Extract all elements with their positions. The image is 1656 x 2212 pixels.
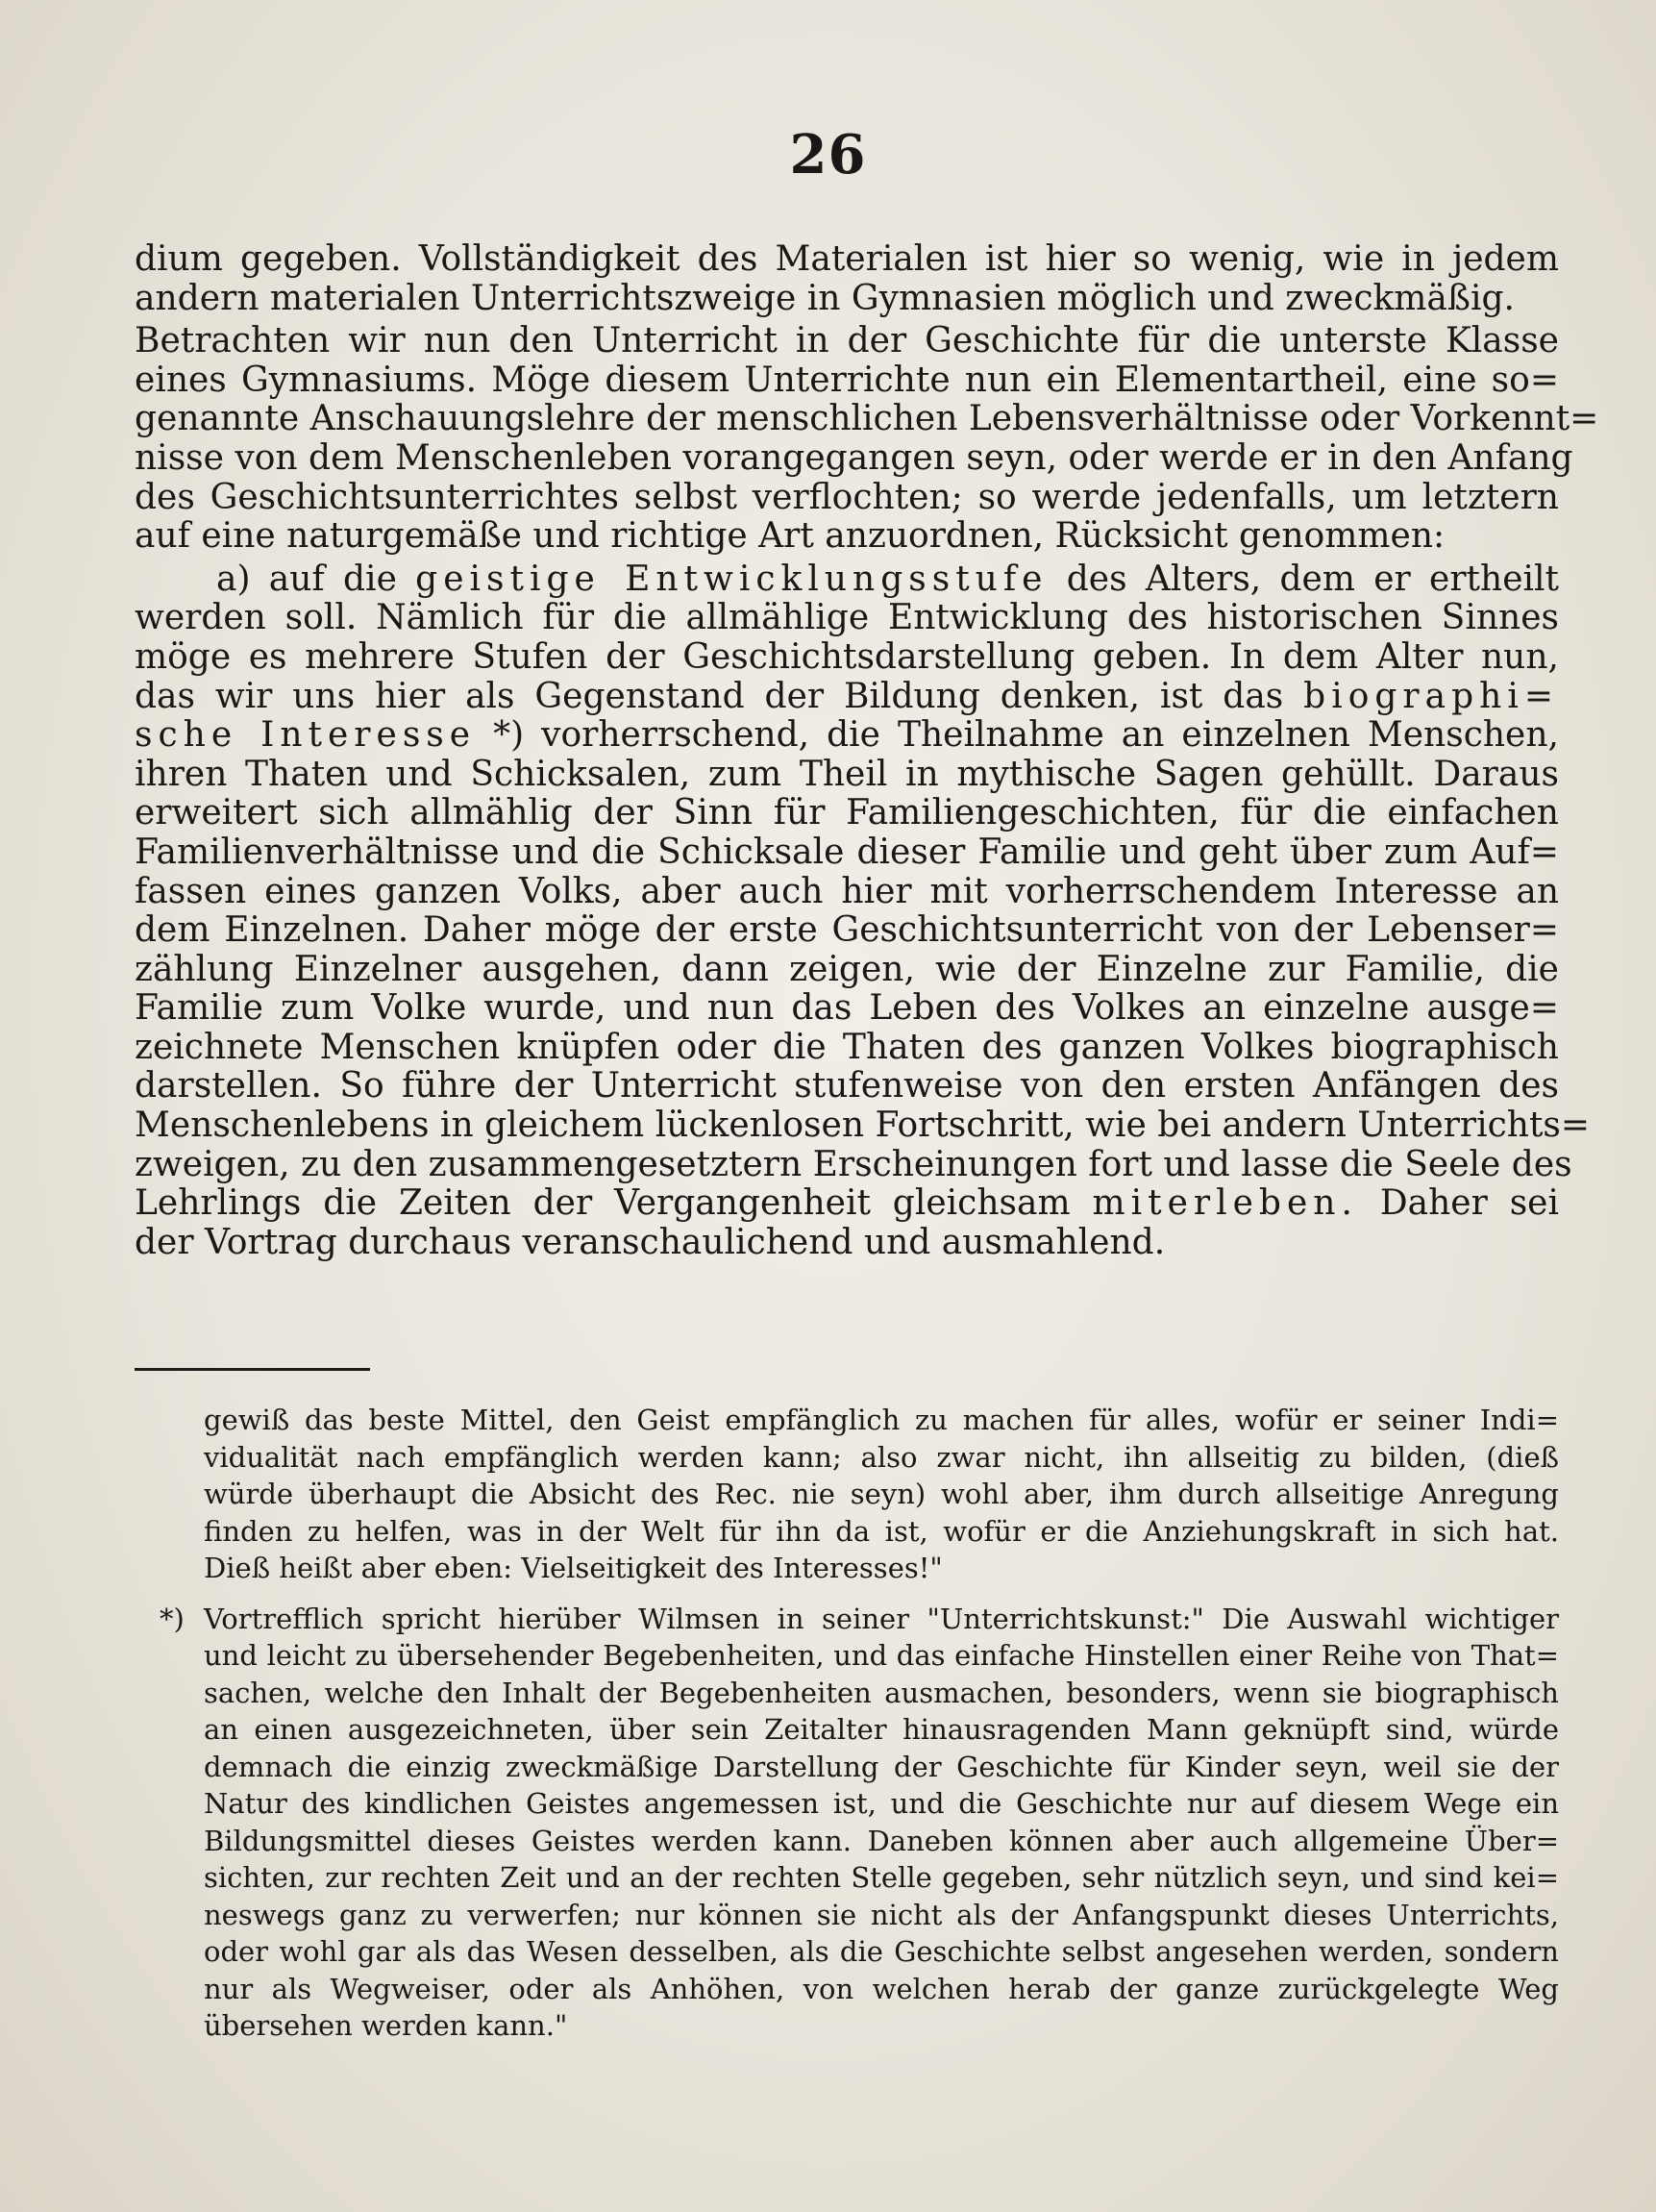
footnote-line: sichten, zur rechten Zeit und an der rechten Stelle gegeben, sehr nützlich seyn, und sind kei= [204,1861,1559,1894]
text-line: a) auf die geistige Entwicklungsstufe des Alters, dem er ertheilt [216,559,1559,599]
text-line: werden soll. Nämlich für die allmählige Entwicklung des historischen Sinnes [135,598,1559,638]
footnote-marker: *) [160,1602,185,1635]
text-line: das wir uns hier als Gegenstand der Bildung denken, ist das biographi= [135,676,1560,716]
emphasized-text: biographi= [1303,676,1560,716]
footnote-line: sachen, welche den Inhalt der Begebenheiten ausmachen, besonders, wenn sie biographisch [204,1676,1559,1709]
paragraph [135,559,1591,1263]
main-text [135,239,1599,1262]
text-line: fassen eines ganzen Volks, aber auch hier mit vorherrschendem Interesse an [135,871,1559,911]
footnote-line: gewiß das beste Mittel, den Geist empfänglich zu machen für alles, wofür er seiner Indi= [204,1404,1559,1436]
text-line: der Vortrag durchaus veranschaulichend und ausmahlend. [135,1222,1166,1262]
text-line: zweigen, zu den zusammengesetztern Erscheinungen fort und lasse die Seele des [135,1144,1572,1184]
text-line: auf eine naturgemäße und richtige Art anzuordnen, Rücksicht genommen: [135,516,1446,557]
footnote-line: und leicht zu übersehender Begebenheiten, und das einfache Hinstellen einer Reihe von That= [204,1639,1559,1672]
footnote-line: nur als Wegweiser, oder als Anhöhen, von welchen herab der ganze zurückgelegte Weg [204,1972,1559,2005]
text-line: andern materialen Unterrichtszweige in Gymnasien möglich und zweckmäßig. [135,278,1515,318]
text-line: Menschenlebens in gleichem lückenlosen Fortschritt, wie bei andern Unterrichts= [135,1106,1591,1146]
text-line: dium gegeben. Vollständigkeit des Materialen ist hier so wenig, wie in jedem [135,239,1559,279]
text-line: nisse von dem Menschenleben vorangegangen seyn, oder werde er in den Anfang [135,437,1573,478]
text-line: erweitert sich allmählig der Sinn für Familiengeschichten, für die einfachen [135,793,1559,833]
footnote-separator [135,1368,370,1371]
text-line: Familienverhältnisse und die Schicksale dieser Familie und geht über zum Auf= [135,832,1559,872]
footnote-line: Vortrefflich spricht hierüber Wilmsen in seiner "Unterrichtskunst:" Die Auswahl wichtiger [204,1602,1559,1635]
footnote-line: vidualität nach empfänglich werden kann; also zwar nicht, ihn allseitig zu bilden, (dieß [204,1440,1559,1474]
footnote-line: oder wohl gar als das Wesen desselben, als die Geschichte selbst angesehen werden, sondern [204,1935,1559,1968]
footnotes [135,1402,1559,2045]
text-line: eines Gymnasiums. Möge diesem Unterrichte nun ein Elementartheil, eine so= [135,360,1559,400]
text-line: Lehrlings die Zeiten der Vergangenheit gleichsam miterleben. Daher sei [135,1183,1559,1224]
footnote-continued [135,1402,1559,1587]
footnote-line: finden zu helfen, was in der Welt für ihn da ist, wofür er die Anziehungskraft in sich hat. [204,1514,1559,1548]
text-line: sche Interesse *) vorherrschend, die Theilnahme an einzelnen Menschen, [135,715,1559,756]
footnote-line: neswegs ganz zu verwerfen; nur können sie nicht als der Anfangspunkt dieses Unterrichts, [204,1898,1559,1931]
footnote-line: übersehen werden kann." [204,2009,568,2042]
footnote-line: Bildungsmittel dieses Geistes werden kann. Daneben können aber auch allgemeine Über= [204,1824,1559,1857]
text-line: zählung Einzelner ausgehen, dann zeigen, wie der Einzelne zur Familie, die [135,949,1559,989]
text-line: zeichnete Menschen knüpfen oder die Thaten des ganzen Volkes biographisch [135,1027,1559,1067]
emphasized-text: sche Interesse [135,715,477,756]
footnote-line: demnach die einzig zweckmäßige Darstellung der Geschichte für Kinder seyn, weil sie der [204,1750,1559,1783]
paragraph [135,321,1599,557]
text-line: dem Einzelnen. Daher möge der erste Geschichtsunterricht von der Lebenser= [135,910,1559,951]
emphasized-text: geistige Entwicklungsstufe [415,559,1049,599]
footnote-line: Natur des kindlichen Geistes angemessen ist, und die Geschichte nur auf diesem Wege ein [204,1787,1559,1820]
text-line: darstellen. So führe der Unterricht stufenweise von den ersten Anfängen des [135,1066,1559,1106]
text-line: genannte Anschauungslehre der menschlichen Lebensverhältnisse oder Vorkennt= [135,399,1599,439]
text-line: Familie zum Volke wurde, und nun das Leben des Volkes an einzelne ausge= [135,988,1559,1029]
footnote-line: Dieß heißt aber eben: Vielseitigkeit des Interesses!" [204,1552,943,1584]
footnote-star [135,1601,1559,2045]
text-line: Betrachten wir nun den Unterricht in der Geschichte für die unterste Klasse [135,321,1559,361]
paragraph [135,240,1559,318]
footnote-line: würde überhaupt die Absicht des Rec. nie seyn) wohl aber, ihm durch allseitige Anregung [204,1478,1559,1510]
footnote-line: an einen ausgezeichneten, über sein Zeitalter hinausragenden Mann geknüpft sind, würde [204,1713,1559,1746]
list-marker: a) [216,559,251,599]
emphasized-text: miterleben. [1092,1183,1358,1224]
text-line: des Geschichtsunterrichtes selbst verflochten; so werde jedenfalls, um letztern [135,477,1559,517]
text-line: ihren Thaten und Schicksalen, zum Theil in mythische Sagen gehüllt. Daraus [135,754,1559,794]
text-line: möge es mehrere Stufen der Geschichtsdarstellung geben. In dem Alter nun, [135,636,1559,677]
page-number: 26 [789,123,867,186]
